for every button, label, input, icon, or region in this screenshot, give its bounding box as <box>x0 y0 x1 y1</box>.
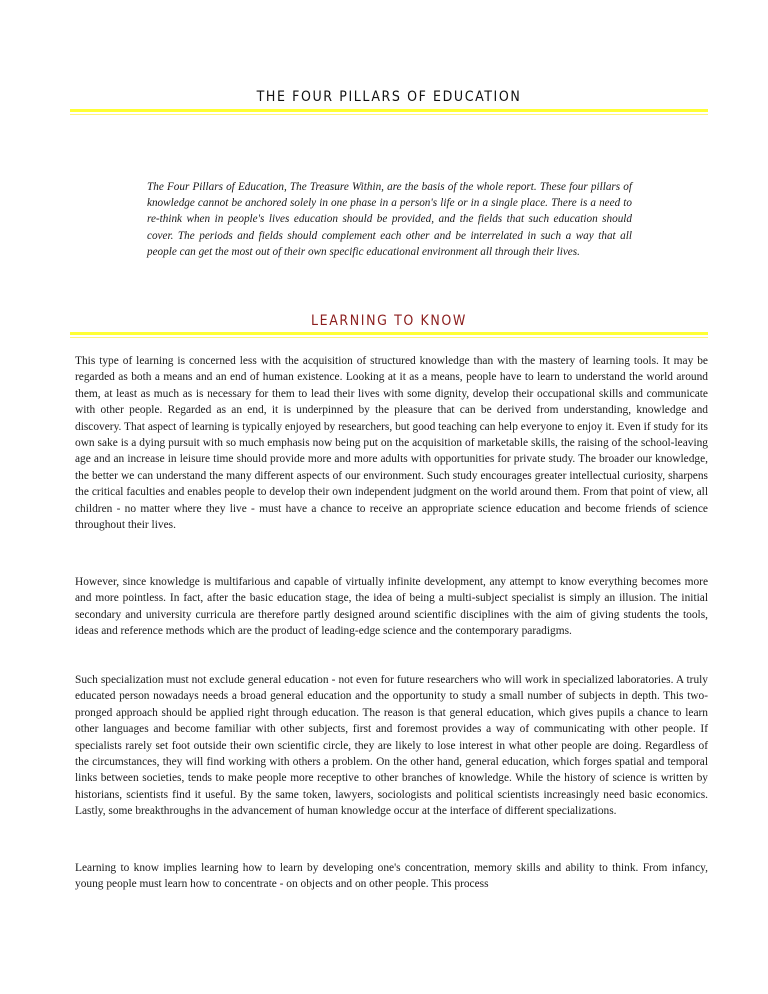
body-paragraph-4: Learning to know implies learning how to learn by developing one's concentration, memory skills and ability to think. From infancy, young people must learn how to concentrate - on objects and on other people. This process <box>75 862 708 891</box>
title-underline-thick <box>70 109 708 112</box>
section-underline-thick <box>70 332 708 335</box>
section-heading: LEARNING TO KNOW <box>311 313 467 329</box>
body-paragraph-2: However, since knowledge is multifarious and capable of virtually infinite development, any attempt to know everything becomes more and more pointless. In fact, after the basic education stage, the idea of being a multi-subject specialist is simply an illusion. The initial secondary and university curricula are therefore partly designed around scientific disciplines with the aim of giving students the tools, ideas and reference methods which are the product of leading-edge science and the contemporary paradigms. <box>75 576 708 638</box>
document-title: THE FOUR PILLARS OF EDUCATION <box>256 89 522 105</box>
title-underline-thin <box>70 114 708 115</box>
body-paragraph-3: Such specialization must not exclude general education - not even for future researchers who will work in specialized laboratories. A truly educated person nowadays needs a broad general education and the opportunity to study a small number of subjects in depth. This two-pronged approach should be applied right through education. The reason is that general education, which gives pupils a chance to learn other languages and become familiar with other subjects, first and foremost provides a way of communicating with other people. If specialists rarely set foot outside their own scientific circle, they are likely to lose interest in what other people are doing. Regardless of the circumstances, they will find working with others a problem. On the other hand, general education, which forges spatial and temporal links between societies, tends to make people more receptive to other branches of knowledge. While the history of science is written by historians, scientists find it useful. By the same token, lawyers, sociologists and political scientists increasingly need basic economics. Lastly, some breakthroughs in the advancement of human knowledge occur at the interface of different specializations. <box>75 674 708 818</box>
section-underline-thin <box>70 337 708 338</box>
abstract-paragraph: The Four Pillars of Education, The Treasure Within, are the basis of the whole report. These four pillars of knowledge cannot be anchored solely in one phase in a person's life or in a single place. There is a need to re-think when in people's lives education should be provided, and the fields that such education should cover. The periods and fields should complement each other and be interrelated in such a way that all people can get the most out of their own specific educational environment all through their lives. <box>147 181 632 258</box>
body-paragraph-1: This type of learning is concerned less with the acquisition of structured knowledge than with the mastery of learning tools. It may be regarded as both a means and an end of human existence. Looking at it as a means, people have to learn to understand the world around them, at least as much as is necessary for them to lead their lives with some dignity, develop their occupational skills and communicate with other people. Regarded as an end, it is underpinned by the pleasure that can be derived from understanding, knowledge and discovery. That aspect of learning is typically enjoyed by researchers, but good teaching can help everyone to enjoy it. Even if study for its own sake is a dying pursuit with so much emphasis now being put on the acquisition of marketable skills, the raising of the school-leaving age and an increase in leisure time should provide more and more adults with opportunities for private study. The broader our knowledge, the better we can understand the many different aspects of our environment. Such study encourages greater intellectual curiosity, sharpens the critical faculties and enables people to develop their own independent judgment on the world around them. From that point of view, all children - no matter where they live - must have a chance to receive an appropriate science education and become friends of science throughout their lives. <box>75 355 708 532</box>
